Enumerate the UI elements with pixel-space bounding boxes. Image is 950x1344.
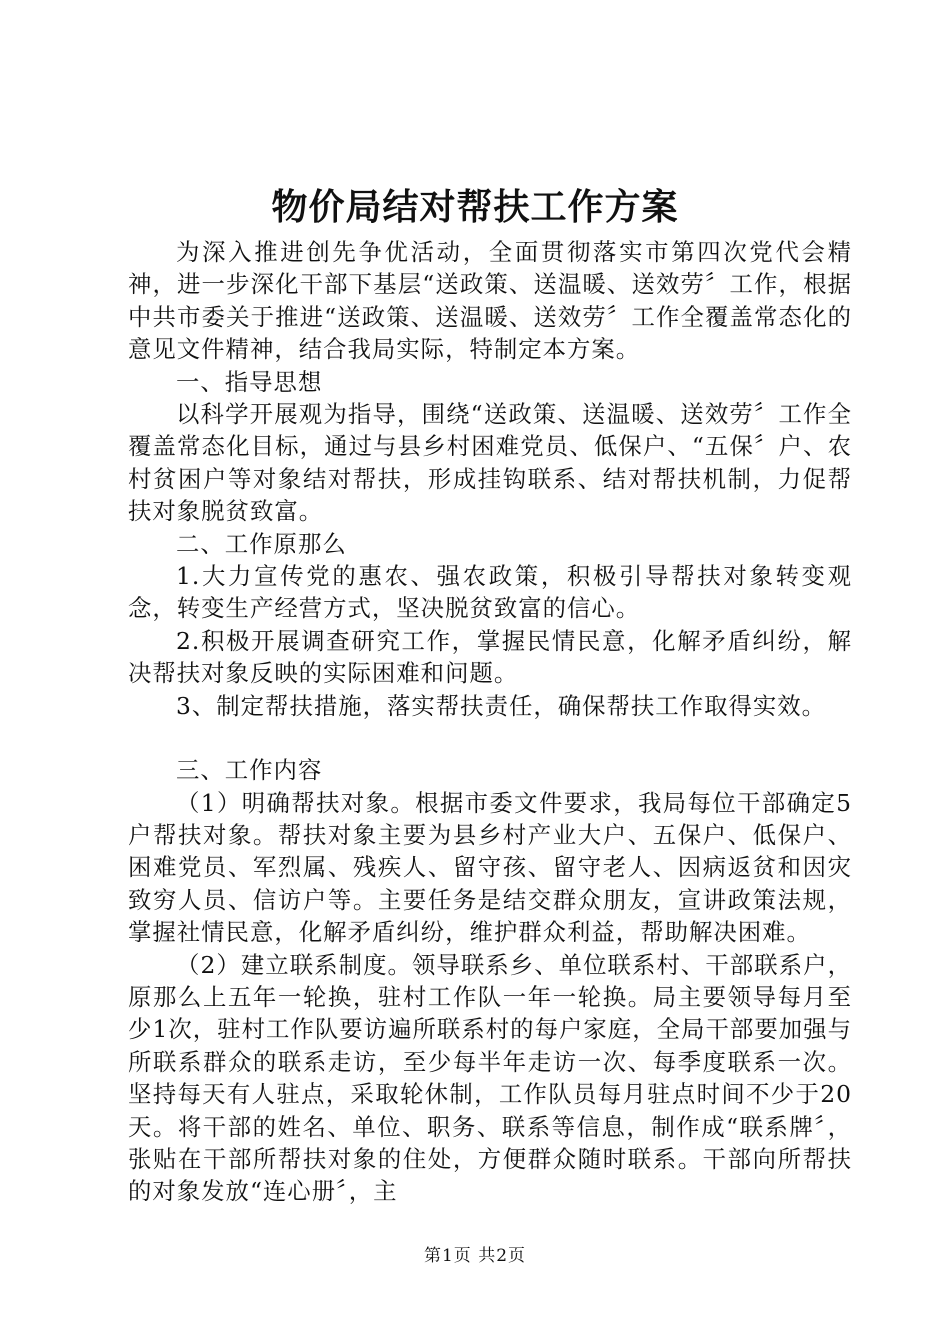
content-item-2: （2）建立联系制度。领导联系乡、单位联系村、干部联系户，原那么上五年一轮换，驻村工作队一年一轮换。局主要领导每月至少1次，驻村工作队要访遍所联系村的每户家庭，全局干部要加强与所联系群众的联系走访，至少每半年走访一次、每季度联系一次。坚持每天有人驻点，采取轮休制，工作队员每月驻点时间不少于20天。将干部的姓名、单位、职务、联系等信息，制作成“联系牌〞，张贴在干部所帮扶对象的住处，方便群众随时联系。干部向所帮扶的对象发放“连心册〞，主 [128,950,852,1206]
principle-item-3: 3、制定帮扶措施，落实帮扶责任，确保帮扶工作取得实效。 [176,691,827,720]
section-heading-guiding-thought: 一、指导思想 [176,367,323,396]
section-heading-principles: 二、工作原那么 [176,529,347,558]
intro-paragraph: 为深入推进创先争优活动，全面贯彻落实市第四次党代会精神，进一步深化干部下基层“送政策、送温暖、送效劳〞工作，根据中共市委关于推进“送政策、送温暖、送效劳〞工作全覆盖常态化的意见文件精神，结合我局实际，特制定本方案。 [128,238,852,364]
principle-item-1: 1.大力宣传党的惠农、强农政策，积极引导帮扶对象转变观念，转变生产经营方式，坚决脱贫致富的信心。 [128,562,852,623]
guiding-thought-paragraph: 以科学开展观为指导，围绕“送政策、送温暖、送效劳〞工作全覆盖常态化目标，通过与县乡村困难党员、低保户、“五保〞户、农村贫困户等对象结对帮扶，形成挂钩联系、结对帮扶机制，力促帮扶对象脱贫致富。 [128,400,852,526]
document-body [128,236,852,1208]
principle-item-2: 2.积极开展调查研究工作，掌握民情民意，化解矛盾纠纷，解决帮扶对象反映的实际困难和问题。 [128,626,852,688]
document-title: 物价局结对帮扶工作方案 [271,187,679,228]
content-item-1: （1）明确帮扶对象。根据市委文件要求，我局每位干部确定5户帮扶对象。帮扶对象主要为县乡村产业大户、五保户、低保户、困难党员、军烈属、残疾人、留守孩、留守老人、因病返贫和因灾致穷人员、信访户等。主要任务是结交群众朋友，宣讲政策法规，掌握社情民意，化解矛盾纠纷，维护群众利益，帮助解决困难。 [128,788,852,947]
page-footer: 第1页 共2页 [423,1246,527,1266]
section-heading-content: 三、工作内容 [176,756,323,785]
